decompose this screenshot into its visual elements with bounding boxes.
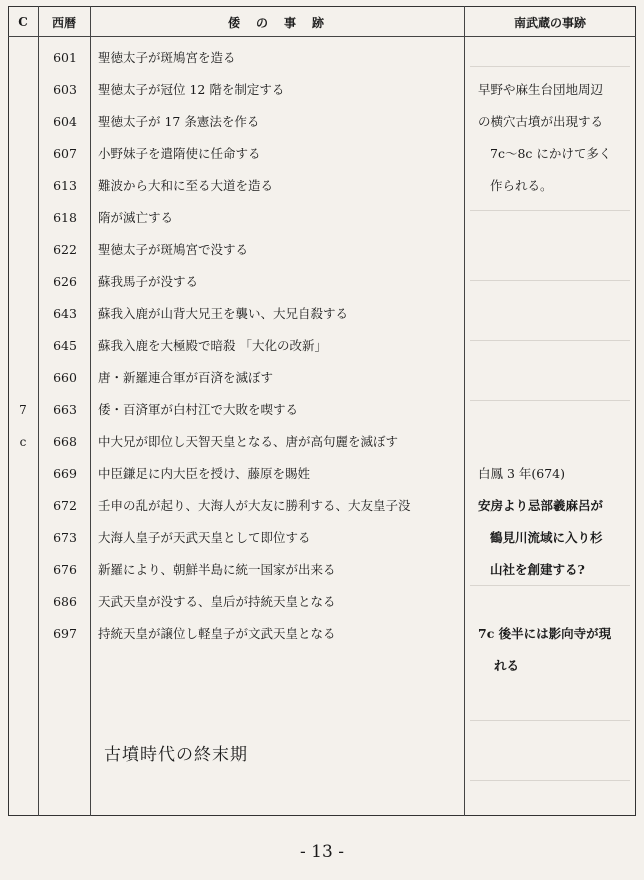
table-row-event: 持統天皇が譲位し軽皇子が文武天皇となる [98, 626, 336, 641]
table-row-event: 聖徳太子が冠位 12 階を制定する [98, 82, 285, 97]
regional-note: 鶴見川流域に入り杉 [490, 530, 603, 545]
ghost-line [470, 210, 630, 211]
header-year: 西暦 [51, 15, 76, 30]
ghost-line [470, 340, 630, 341]
ghost-line [470, 780, 630, 781]
table-row-event: 倭・百済軍が白村江で大敗を喫する [98, 402, 299, 417]
regional-note: 安房より忌部羲麻呂が [478, 498, 604, 513]
header-events: 倭 の 事 跡 [227, 15, 326, 30]
table-row-event: 新羅により、朝鮮半島に統一国家が出来る [98, 562, 336, 577]
table-row-event: 大海人皇子が天武天皇として即位する [98, 530, 311, 545]
table-row-event: 聖徳太子が斑鳩宮を造る [98, 50, 236, 65]
table-row-year: 626 [53, 274, 77, 289]
table-row-year: 668 [53, 434, 77, 449]
table-row-year: 613 [53, 178, 77, 193]
table-row-event: 聖徳太子が 17 条憲法を作る [98, 114, 260, 129]
table-row-year: 622 [53, 242, 77, 257]
column-divider [90, 6, 91, 816]
table-row-year: 697 [53, 626, 77, 641]
table-row-event: 中大兄が即位し天智天皇となる、唐が高句麗を滅ぼす [98, 434, 399, 449]
table-row-event: 壬申の乱が起り、大海人が大友に勝利する、大友皇子没 [98, 498, 411, 513]
regional-note: 作られる。 [490, 178, 553, 193]
table-row-event: 蘇我入鹿が山背大兄王を襲い、大兄自殺する [98, 306, 349, 321]
header-c: C [18, 15, 28, 29]
ghost-line [470, 720, 630, 721]
table-row-year: 669 [53, 466, 77, 481]
century-marker: 7 [19, 403, 27, 417]
regional-note: 早野や麻生台団地周辺 [478, 82, 604, 97]
table-row-event: 蘇我馬子が没する [98, 274, 199, 289]
table-row-event: 聖徳太子が斑鳩宮で没する [98, 242, 249, 257]
column-divider [464, 6, 465, 816]
table-row-event: 中臣鎌足に内大臣を授け、藤原を賜姓 [98, 466, 311, 481]
table-row-year: 673 [53, 530, 77, 545]
table-row-year: 672 [53, 498, 77, 513]
table-row-event: 唐・新羅連合軍が百済を滅ぼす [98, 370, 274, 385]
ghost-line [470, 280, 630, 281]
table-row-year: 643 [53, 306, 77, 321]
table-row-year: 601 [53, 50, 77, 65]
table-row-event: 隋が滅亡する [98, 210, 174, 225]
table-row-event: 天武天皇が没する、皇后が持統天皇となる [98, 594, 336, 609]
table-row-event: 難波から大和に至る大道を造る [98, 178, 274, 193]
regional-date: 白鳳 3 年(674) [478, 466, 566, 481]
table-row-year: 618 [53, 210, 77, 225]
regional-note: 7c〜8c にかけて多く [490, 146, 612, 161]
header-regional: 南武蔵の事跡 [513, 15, 586, 30]
ghost-line [470, 585, 630, 586]
table-row-event: 蘇我入鹿を大極殿で暗殺 「大化の改新」 [98, 338, 327, 353]
column-divider [38, 6, 39, 816]
regional-note: れる [494, 658, 520, 673]
table-row-year: 663 [53, 402, 77, 417]
ghost-line [470, 66, 630, 67]
table-row-year: 686 [53, 594, 77, 609]
table-row-year: 604 [53, 114, 77, 129]
table-row-year: 607 [53, 146, 77, 161]
table-row-year: 660 [53, 370, 77, 385]
table-row-year: 603 [53, 82, 77, 97]
century-marker: c [19, 435, 27, 449]
table-row-year: 676 [53, 562, 77, 577]
regional-note: 7c 後半には影向寺が現 [478, 626, 612, 641]
page-number: - 13 - [300, 842, 344, 862]
table-row-event: 小野妹子を遣隋使に任命する [98, 146, 261, 161]
header-divider [8, 36, 636, 37]
table-row-year: 645 [53, 338, 77, 353]
regional-note: の横穴古墳が出現する [478, 114, 604, 129]
ghost-line [470, 400, 630, 401]
regional-note: 山社を創建する? [490, 562, 585, 577]
period-title: 古墳時代の終末期 [104, 745, 248, 765]
